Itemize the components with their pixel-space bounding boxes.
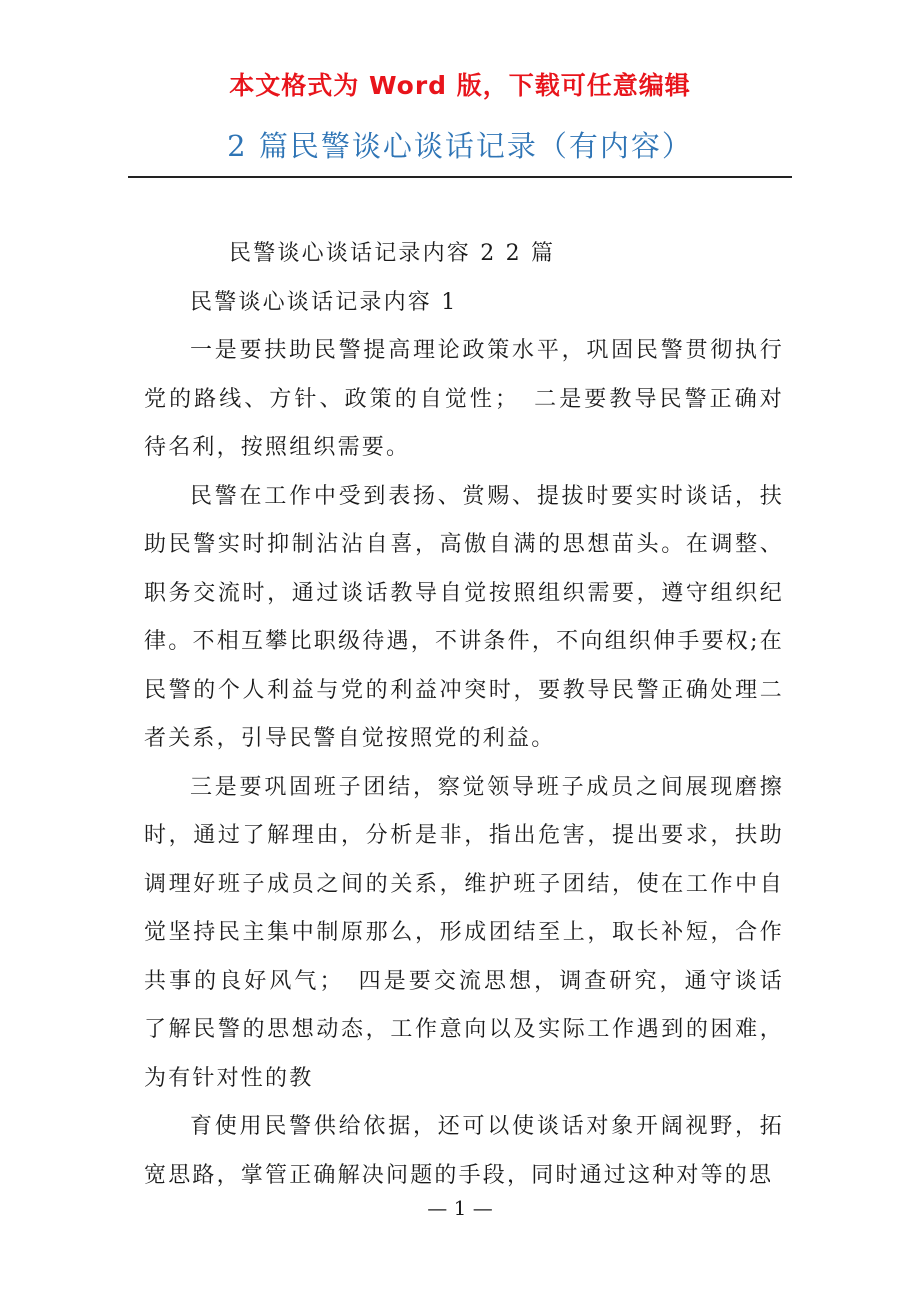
page-number: — 1 — <box>427 1196 493 1220</box>
paragraph-1: 一是要扶助民警提高理论政策水平，巩固民警贯彻执行党的路线、方针、政策的自觉性； 二是要教导民警正确对待名利，按照组织需要。 <box>144 338 784 460</box>
subtitle: 民警谈心谈话记录内容 2 2 篇 <box>229 241 556 266</box>
document-title: 2 篇民警谈心谈话记录（有内容） <box>227 129 693 163</box>
paragraph-4: 育使用民警供给依据，还可以使谈话对象开阔视野，拓宽思路，掌管正确解决问题的手段，同时通过这种对等的思 <box>144 1114 784 1188</box>
paragraph-2: 民警在工作中受到表扬、赏赐、提拔时要实时谈话，扶助民警实时抑制沾沾自喜，高傲自满的思想苗头。在调整、职务交流时，通过谈话教导自觉按照组织需要，遵守组织纪律。不相互攀比职级待遇，不讲条件，不向组织伸手要权;在民警的个人利益与党的利益冲突时，要教导民警正确处理二者关系，引导民警自觉按照党的利益。 <box>144 483 784 751</box>
title-divider <box>128 176 792 178</box>
section-heading: 民警谈心谈话记录内容 1 <box>190 289 458 315</box>
document-body <box>144 230 784 1200</box>
format-banner: 本文格式为 Word 版，下载可任意编辑 <box>229 71 691 100</box>
paragraph-3: 三是要巩固班子团结，察觉领导班子成员之间展现磨擦时，通过了解理由，分析是非，指出危害，提出要求，扶助调理好班子成员之间的关系，维护班子团结，使在工作中自觉坚持民主集中制原那么，形成团结至上，取长补短，合作共事的良好风气； 四是要交流思想，调查研究，通守谈话了解民警的思想动态，工作意向以及实际工作遇到的困难，为有针对性的教 <box>144 774 784 1091</box>
